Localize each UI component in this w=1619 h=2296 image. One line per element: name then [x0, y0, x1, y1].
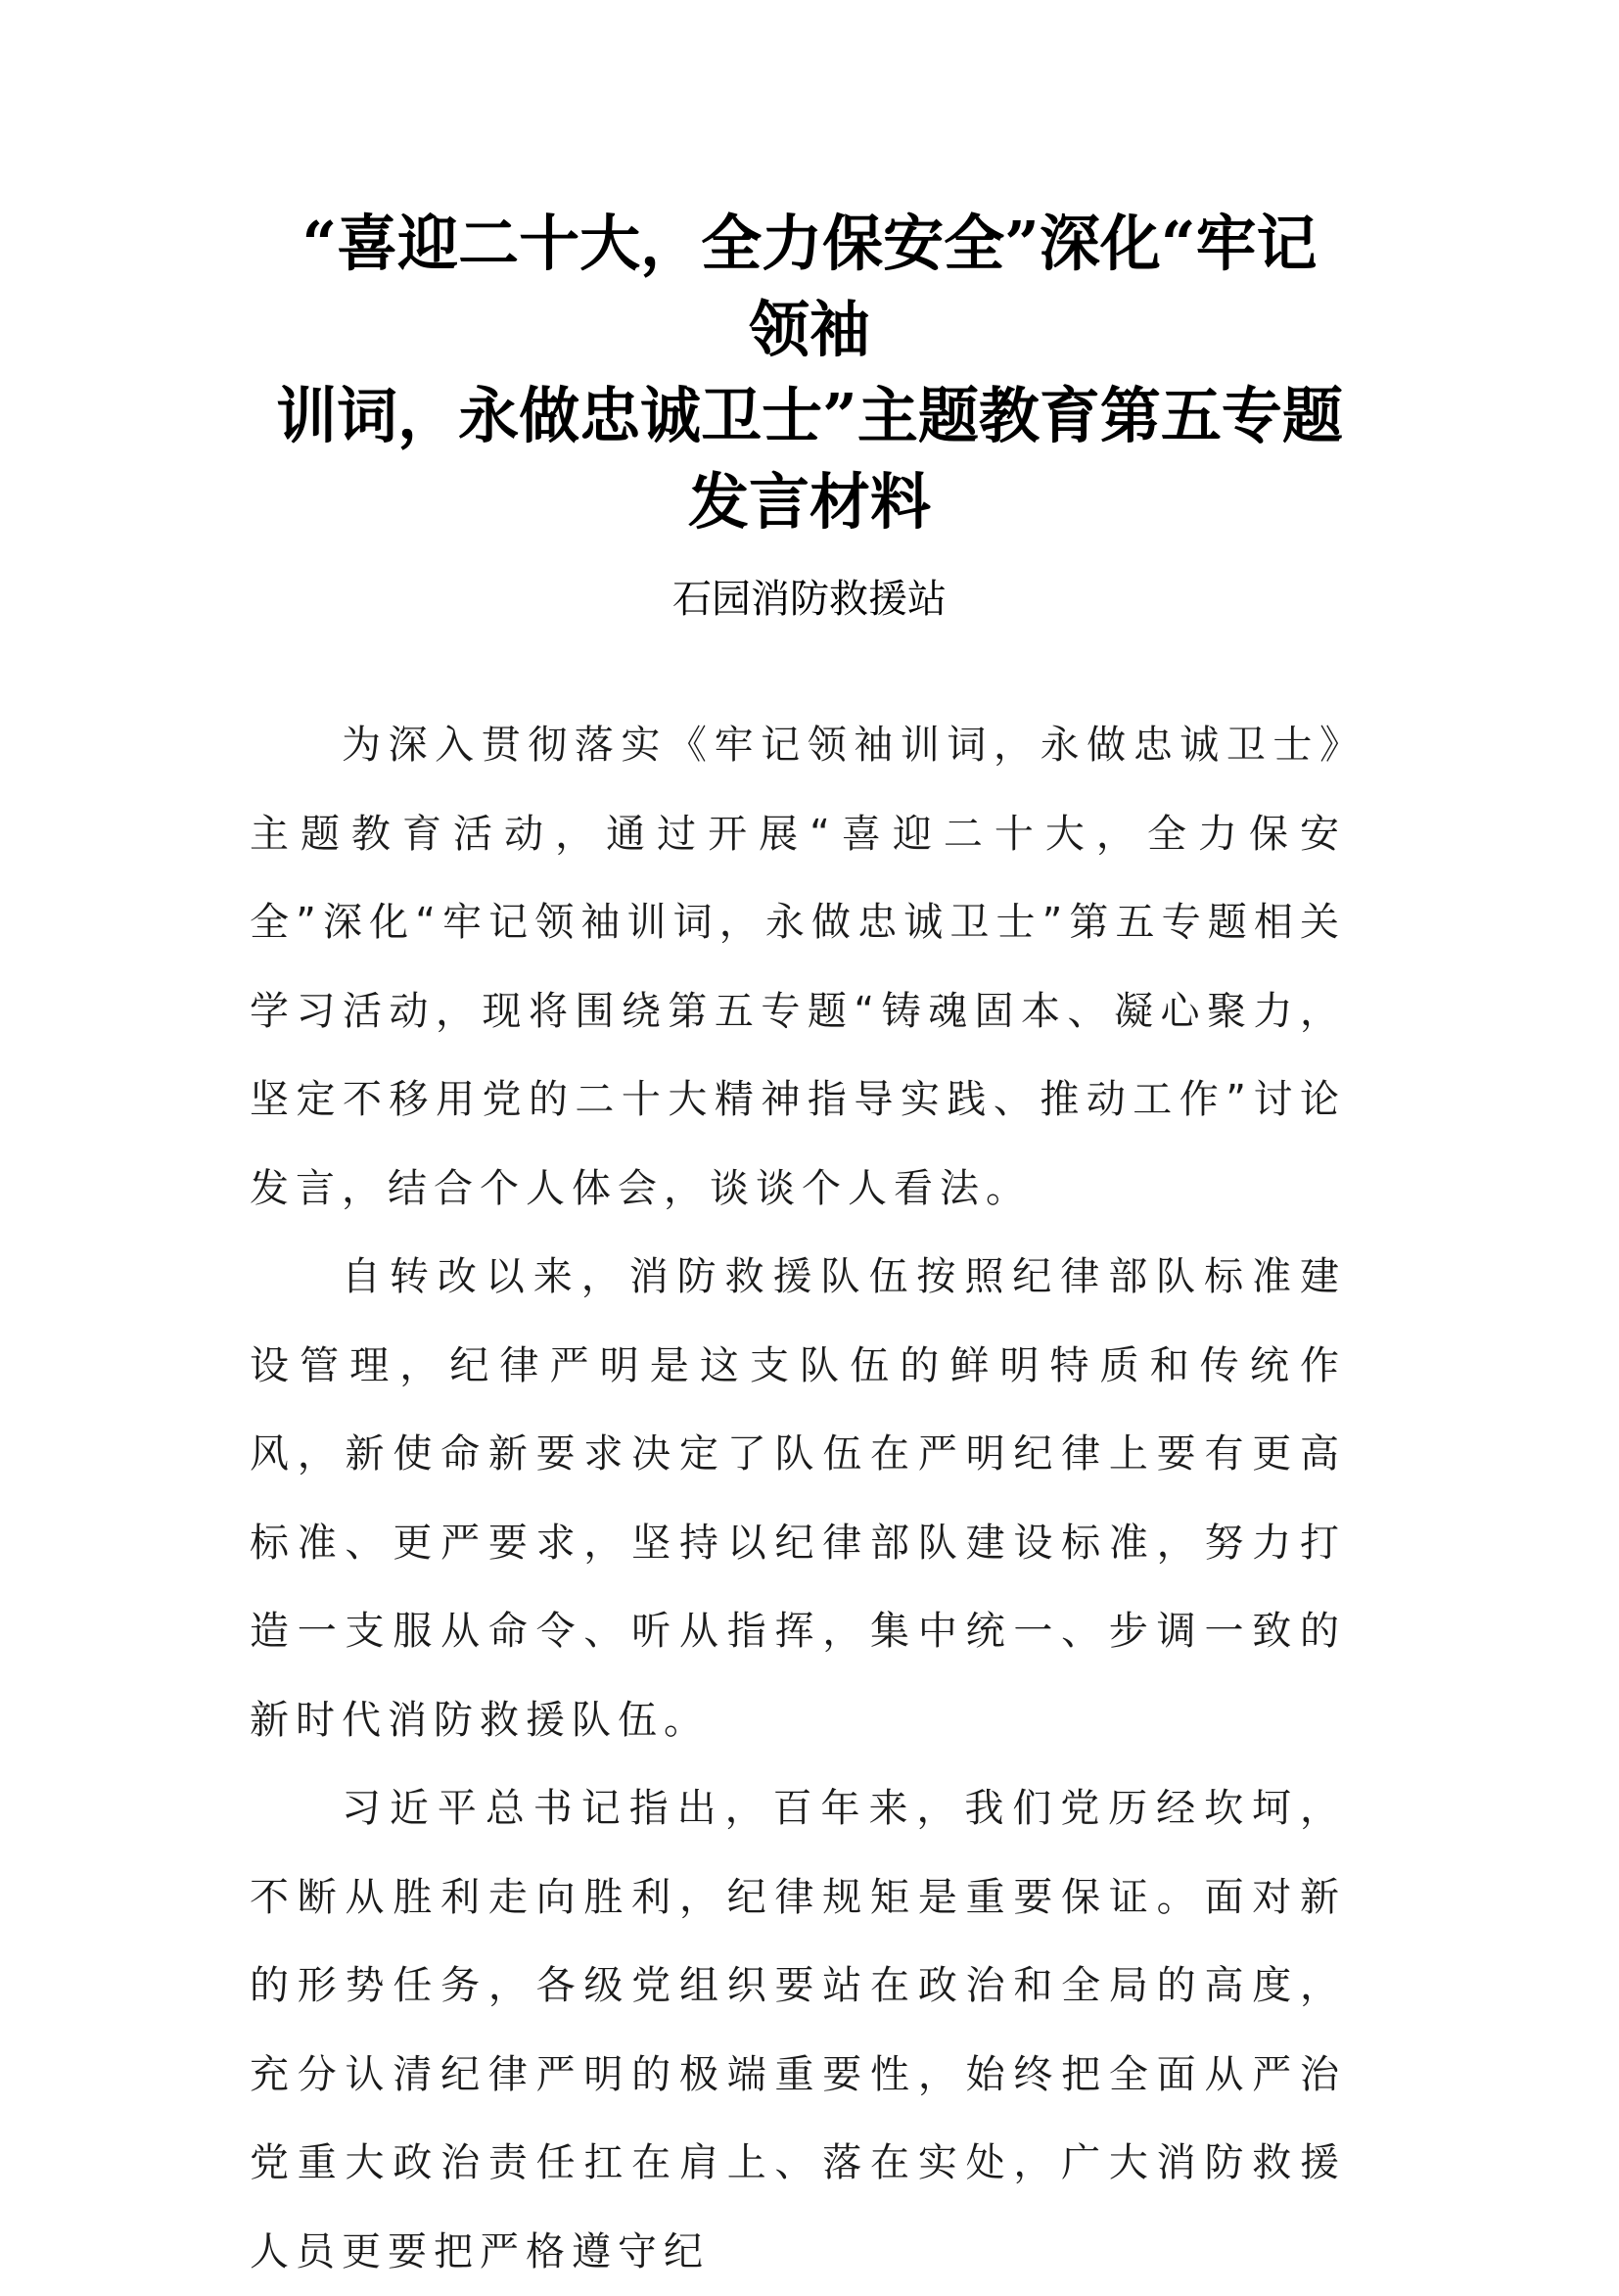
body-paragraph: 自转改以来，消防救援队伍按照纪律部队标准建设管理，纪律严明是这支队伍的鲜明特质和传统作风，新使命新要求决定了队伍在严明纪律上要有更高标准、更严要求，坚持以纪律部队建设标准，努力打造一支服从命令、听从指挥，集中统一、步调一致的新时代消防救援队伍。	[250, 1254, 1346, 1743]
body-paragraph: 为深入贯彻落实《牢记领袖训词，永做忠诚卫士》主题教育活动，通过开展“喜迎二十大，全力保安全”深化“牢记领袖训词，永做忠诚卫士”第五专题相关学习活动，现将围绕第五专题“铸魂固本、凝心聚力，坚定不移用党的二十大精神指导实践、推动工作”讨论发言，结合个人体会，谈谈个人看法。	[250, 723, 1346, 1211]
title-line: “喜迎二十大，全力保安全”深化“牢记	[301, 208, 1318, 279]
document-title	[225, 201, 1394, 545]
title-line: 领袖	[748, 294, 870, 365]
title-line: 发言材料	[687, 466, 931, 538]
document-author: 石园消防救援站	[672, 577, 947, 622]
body-paragraph: 习近平总书记指出，百年来，我们党历经坎坷，不断从胜利走向胜利，纪律规矩是重要保证。面对新的形势任务，各级党组织要站在政治和全局的高度，充分认清纪律严明的极端重要性，始终把全面从严治党重大政治责任扛在肩上、落在实处，广大消防救援人员更要把严格遵守纪	[250, 1786, 1346, 2274]
document-body	[250, 701, 1346, 2296]
title-line: 训词，永做忠诚卫士”主题教育第五专题	[276, 380, 1343, 451]
